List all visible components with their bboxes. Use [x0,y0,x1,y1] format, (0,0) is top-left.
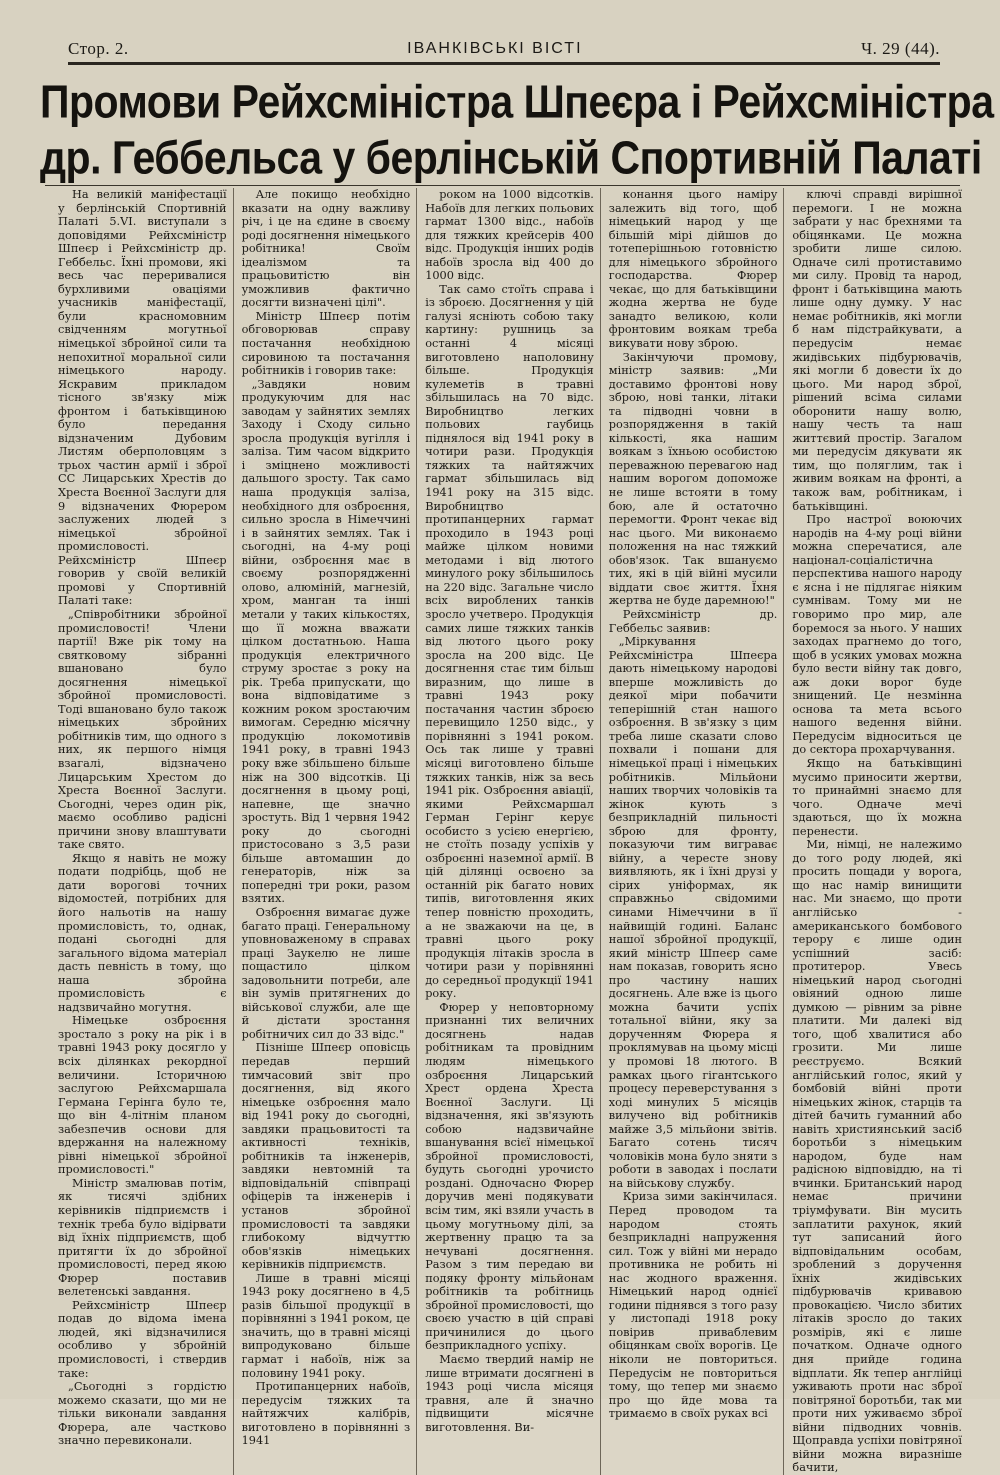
paragraph: конання цього наміру залежить від того, щоб німецький народ у ще більшій мірі дійшов до тотеперішньою готовністю для німецького збройного господарства. Фюрер чекає, що для батьківщини жодна жертва не буде занадто великою, коли фронтовим воякам треба викувати нову зброю. [608,188,778,351]
paragraph: Міністр Шпеєр потім обговорював справу постачання необхідною сировиною та постачання робітників і говорив таке: [241,309,411,378]
text-column-2 [242,188,418,1475]
paragraph: Міністр змалював потім, як тисячі здібних керівників підприємств і технік треба було відірвати від їхніх підприємств, щоб притягти їх до збройної промисловості, перед якою Фюрер поставив велетенські завдання. [58,1176,227,1299]
paragraph: Криза зими закінчилася. Перед проводом та народом стоять безприкладні напруження сил. Тож у війні ми нерадо противника не робить ні нас жодного враження. Німецький народ однієї години піднявся з того разу у листопаді 1918 року повірив приваблевим обіцянкам своїх ворогів. Це ніколи не повториться. Передусім не повториться тому, що тепер ми знаємо про що йде мова та тримаємо в своїх руках всі [608,1190,778,1421]
paragraph: „Сьогодні з гордістю можемо сказати, що ми не тільки виконали завдання Фюрера, але частково значно перевиконали. [58,1380,227,1448]
paragraph: „Завдяки новим продукуючим для нас заводам у зайнятих землях Заходу і Сходу сильно зросла продукція вугілля і заліза. Тим часом відкрито і зміцнено можливості дальшого зросту. Так само наша продукція заліза, необхідного для озброєння, сильно зросла в Німеччині і в зайнятих землях. Так і сьогодні, на 4-му році війни, озброєння має в своєму розпорядженні олово, алюміній, магнезій, хром, манган та інші метали у таких кількостях, що її можна вважати цілком достатньою. Наша продукція електричного струму зростає з року на рік. Треба припускати, що вона відповідатиме з кожним роком зростаючим вимогам. Середню місячну продукцію локомотивів 1941 року, в травні 1943 року вже збільшено більше ніж на 300 відсотків. Ці досягнення в цьому році, напевне, ще значно зростуть. Від 1 червня 1942 року до сьогодні пристосовано з 3,5 рази більше автомашин до генераторів, ніж за попередні три роки, разом взятих. [241,377,411,906]
paragraph: Протипанцерних набоїв, передусім тяжких та найтяжчих калібрів, виготовлено в порівнянні з 1941 [241,1380,411,1448]
headline-divider [45,185,960,186]
paragraph: Про настрої воюючих народів на 4-му році війни можна сперечатися, але націонал-соціалістична перспектива нашого народу є ясна і не підлягає ніяким сумнівам. Тому ми не говоримо про мир, але боремося за нього. У наших заходах прагнемо до того, щоб в усяких умовах можна було вести війну так довго, аж доки ворог буде знищений. Це незмінна основа та мета всього нашого ведення війни. Передусім відноситься це до сектора прохарчування. [792,513,962,757]
text-column-3 [425,188,601,1475]
text-column-1 [58,188,234,1475]
paragraph: ключі справді вирішної перемоги. І не можна забрати у нас брехнями та обіцянками. Це можна зробити лише силою. Одначе силі протиставимо ми силу. Провід та народ, фронт і батьківщина мають лише одну думку. У нас немає робітників, які могли б нам підстрайкувати, а передусім немає жидівських підбурювачів, які могли б довести їх до цього. Ми народ зброї, рішений всіма силами оборонити нашу волю, нашу честь та наш життєвий простір. Загалом ми передусім дякувати як тим, що поляглим, так і живим воякам на фронті, а також вам, робітникам, і батьківщині. [792,188,962,513]
paragraph: Німецьке озброєння зростало з року на рік і в травні 1943 року досягло у всіх ділянках рекордної величини. Історичною заслугою Рейхсмаршала Германа Герінга було те, що він 4-літнім планом забезпечив основи для вдержання на належному рівні німецької збройної промисловості." [58,1014,227,1177]
newspaper-title: ІВАНКІВСЬКІ ВІСТІ [407,40,583,57]
paragraph: Але покищо необхідно вказати на одну важливу річ, і це на єдине в своєму роді досягнення німецького робітника! Своїм ідеалізмом та працьовитістю він уможливив фактично досягти визначені цілі". [241,188,411,310]
paragraph: Так само стоїть справа і із зброєю. Досягнення у цій галузі ясніють собою таку картину: рушниць за останні 4 місяці виготовлено наполовину більше. Продукція кулеметів в травні збільшилась на 70 відс. Виробництво легких польових гаубиць піднялося від 1941 року в чотири рази. Продукція тяжких та найтяжчих гармат збільшилась від 1941 року на 315 відс. Виробництво протипанцерних гармат проходило в 1943 році майже цілком новими методами і від лютого минулого року збільшилось на 220 відс. Загальне число всіх вироблених танків зросло учетверо. Продукція самих лише тяжких танків від лютого цього року зросла на 200 відс. Це досягнення стає тим більш виразним, що лише в травні 1943 року постачання частин зброєю перевищило 1250 відс., у порівнянні з 1941 роком. Ось так лише у травні місяці виготовлено більше тяжких танків, ніж за весь 1941 рік. Озброєння авіації, якими Рейхсмаршал Герман Герінг керує особисто з усією енергією, не стоїть позаду успіхів у озброєнні наземної армії. В цій ділянці освоєно за останній рік багато нових типів, виготовлення яких тепер повністю проходить, а не зважаючи на це, в травні цього року продукція літаків зросла в чотири рази у порівнянні до середньої продукції 1941 року. [425,282,594,1001]
paragraph: Лише в травні місяці 1943 року досягнено в 4,5 разів більшої продукції в порівнянні з 1941 роком, це значить, що в травні місяці випродуковано більше гармат і набоїв, ніж за половину 1941 року. [241,1271,411,1380]
paragraph: роком на 1000 відсотків. Набоїв для легких польових гармат 1300 відс., набоїв для тяжких крейсерів 400 відс. Продукція інших родів набоїв зросла від 400 до 1000 відс. [425,188,594,283]
issue-number: Ч. 29 (44). [861,39,940,58]
paragraph: Пізніше Шпеєр оповісць передав перший тимчасовий звіт про досягнення, від якого німецьке озброєння мало від 1941 року до сьогодні, завдяки працьовитості та активності техніків, робітників та інженерів, завдяки невтомній та відповідальній співпраці офіцерів та інженерів і установ збройної промисловості та завдяки глибокому відчуттю обов'язків німецьких керівників підприємств. [241,1041,411,1272]
paragraph: „Міркування Рейхсміністра Шпеєра дають німецькому народові вперше можливість до деякої міри побачити теперішній стан нашого озброєння. В зв'язку з цим треба лише сказати слово похвали і пошани для німецької праці і німецьких робітників. Мільйони наших творчих чоловіків та жінок кують з безприкладній пильності зброю для фронту, показуючи тим виграває війну, а чересте знову виявляють, як і їхні друзі у сірих уніформах, як справжньо свідомими синами Німеччини в її найвищій годині. Баланс нашої збройної продукції, який міністр Шпеєр саме нам показав, говорить ясно про частину наших досягнень. Але вже із цього можна бачити успіх тотальної війни, яку за дорученням Фюрера я проклямував на цьому місці у промові 18 лютого. В рамках цього гігантського процесу переверстування з ході минулих 5 місяців вилучено від робітників майже 3,5 мільйони звітів. Багато сотень тисяч чоловіків мона було зняти з роботи в заводах і послати на військову службу. [608,635,778,1190]
paragraph: Маємо твердий намір не лише втримати досягнені в 1943 році числа місяця травня, але й значно підвищити місячне виготовлення. Ви- [425,1353,594,1434]
paragraph: Рейхсміністр Шпеєр подав до відома імена людей, які відзначилися особливо у збройній промисловості, і ствердив таке: [58,1298,227,1380]
page-number: Стор. 2. [68,39,129,58]
paragraph: Ми, німці, не належимо до того роду людей, які просить пощади у ворога, що нас намір винищити нас. Ми знаємо, що проти англійсько - американського бомбового терору є лише один успішний засіб: протитерор. Увесь німецький народ сьогодні овіяний одною лише думкою — рівним за рівне платити. Ми далекі від того, щоб хвалитися або грозити. Ми лише реєструємо. Всякий англійський голос, який у бомбовій війні проти німецьких жінок, старців та дітей бачить гуманний або навіть християнський засіб боротьби з німецьким народом, буде нам радісною відповіддю, на ті вчинки. Британський народ немає причини тріумфувати. Він мусить заплатити рахунок, який тут записаний його відповідальним особам, зроблений з доручення їхніх жидівських підбурювачів кривавою провокацією. Число збитих літаків зросло до таких розмірів, які є лише початком. Одначе одного дня прийде година відплати. Як тепер англійці уживають проти нас зброї повітряної боротьби, так ми проти них уживаємо зброї війни підводних човнів. Щоправда успіхи повітряної війни можна виразніше бачити, [792,838,962,1475]
text-column-4 [609,188,785,1475]
paragraph: Якщо я навіть не можу подати подрібць, щоб не дати ворогові точних відомостей, потрібних для його нальотів на нашу промисловість, то, однак, подані сьогодні для загального відома матеріал дасть певність в тому, що наша збройна промисловість є надзвичайно могутня. [58,851,227,1014]
headline-line-1: Промови Рейхсміністра Шпеєра і Рейхсміністра [40,76,994,128]
paragraph: Якщо на батьківщині мусимо приносити жертви, то принаймні знаємо для чого. Одначе мечі здаються, що їх можна перенести. [792,756,962,838]
paragraph: Закінчуючи промову, міністр заявив: „Ми доставимо фронтові нову зброю, нові танки, літаки та підводні човни в розпорядження в такій кількості, яка нашим воякам з їхньою особистою переважною перевагою над нашим ворогом допоможе не лише встояти в тому бою, але й остаточно перемогти. Фронт чекає від нас цього. Ми виконаємо положення на нас тяжкий обов'язок. Так вшануємо тих, які в цій війні мусили віддати своє життя. Їхня жертва не буде даремною!" [608,350,778,608]
article-headline [40,74,994,195]
paragraph: „Співробітники збройної промисловості! Члени партії! Вже рік тому на святковому зібранні вшановано було досягнення німецької збройної промисловості. Тоді вшановано було також німецьких збройних робітників тим, що одного з них, як першого німця взагалі, відзначено Лицарським Хрестом до Хреста Воєнної Заслуги. Сьогодні, через один рік, маємо особливо радісні причини знову влаштувати таке свято. [58,607,227,852]
paragraph: Озброєння вимагає дуже багато праці. Генеральному уповноваженому в справах праці Заукелю не лише пощастило цілком задовольнити потреби, але він зумів притягнених до військової служби, але ще й дістати зростання робітничих сил до 33 відс." [241,905,411,1041]
paragraph: На великій маніфестації у берлінській Спортивній Палаті 5.VI. виступали з доповідями Рейхсміністр Шпеєр і Рейхсміністр др. Геббельс. Їхні промови, які весь час переривалися бурхливими оваціями учасників маніфестації, були красномовним свідченням могутньої німецької збройної сили та непохитної моральної сили німецького народу. Яскравим прикладом тісного зв'язку між фронтом і батьківщиною було передання відзначеним Дубовим Листям оберполовцям з трьох частин армії і зброї СС Лицарських Хрестів до Хреста Воєнної Заслуги для 9 відзначених Фюрером заслужених людей з німецької збройної промисловості. Рейхсміністр Шпеєр говорив у своїй великій промові у Спортивній Палаті таке: [58,188,227,608]
article-body [58,188,968,1475]
paragraph: Фюрер у неповторному признанні тих величних досягнень надав робітникам та провідним людям німецького озброєння Лицарський Хрест ордена Хреста Воєнної Заслуги. Ці відзначення, які зв'язують собою надзвичайне вшанування всієї німецької збройної промисловості, будуть сьогодні урочисто роздані. Одночасно Фюрер доручив мені подякувати всім тим, які взяли участь в цьому могутньому ділі, за жертвенну працю та за нечувані досягнення. Разом з тим передаю ви подяку фронту мільйонам робітників та робітниць збройної промисловості, що своєю участю в цій справі причинилися до цього безприкладного успіху. [425,1000,594,1353]
page-header [68,36,940,65]
paragraph: Рейхсміністр др. Геббельс заявив: [608,607,778,635]
text-column-5 [792,188,968,1475]
headline-line-2: др. Геббельса у берлінській Спортивній Палаті [40,132,982,184]
